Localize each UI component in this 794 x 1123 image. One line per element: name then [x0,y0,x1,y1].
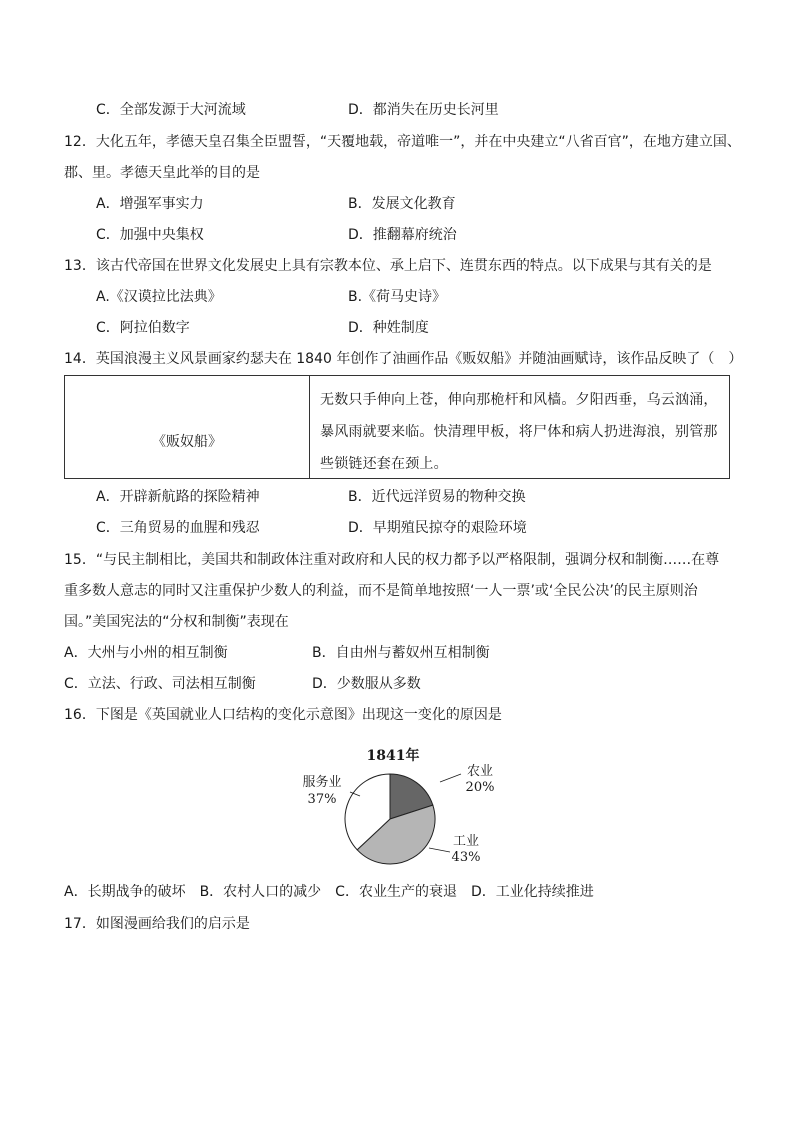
chart-title: 1841年 [366,748,420,764]
q17-stem: 17．如图漫画给我们的启示是 [64,916,250,932]
q13-stem: 13．该古代帝国在世界文化发展史上具有宗教本位、承上启下、连贯东西的特点。以下成果与其有关的是 [64,258,712,274]
q12-option-d: D．推翻幕府统治 [348,227,457,243]
q14-option-a: A．开辟新航路的探险精神 [96,489,260,505]
slice-label-agriculture: 农业 [466,764,494,779]
q15-option-b: B．自由州与蓄奴州互相制衡 [312,645,490,661]
q12-stem-line1: 12．大化五年，孝德天皇召集全臣盟誓，“天覆地载，帝道唯一”，并在中央建立“八省百官”，在地方建立国、 [64,134,741,150]
q14-stem: 14．英国浪漫主义风景画家约瑟夫在 1840 年创作了油画作品《贩奴船》并随油画赋诗，该作品反映了（ ） [64,351,743,367]
q14-table-title: 《贩奴船》 [65,376,310,478]
q13-option-c: C．阿拉伯数字 [96,320,190,336]
slice-value-industry: 43% [451,850,481,865]
q16-stem: 16．下图是《英国就业人口结构的变化示意图》出现这一变化的原因是 [64,707,502,723]
q11-option-d: D．都消失在历史长河里 [348,102,499,118]
q12-option-a: A．增强军事实力 [96,196,204,212]
q16-options: A．长期战争的破坏 B．农村人口的减少 C．农业生产的衰退 D．工业化持续推进 [64,884,594,900]
q15-option-c: C．立法、行政、司法相互制衡 [64,676,256,692]
q13-option-b: B.《荷马史诗》 [348,289,447,305]
q13-option-a: A.《汉谟拉比法典》 [96,289,222,305]
q15-stem-line1: 15．“与民主制相比，美国共和制政体注重对政府和人民的权力都予以严格限制，强调分权和制衡……在尊 [64,552,720,568]
q14-option-d: D．早期殖民掠夺的艰险环境 [348,520,527,536]
q14-table-poem: 无数只手伸向上苍，伸向那桅杆和风樯。夕阳西垂，乌云汹涌，暴风雨就要来临。快清理甲板，将尸体和病人扔进海浪，别管那些锁链还套在颈上。 [320,392,718,472]
pie-slices [345,774,435,864]
q13-option-d: D．种姓制度 [348,320,429,336]
q14-material-table [64,375,730,479]
q14-option-b: B．近代远洋贸易的物种交换 [348,489,526,505]
slice-value-agriculture: 20% [465,780,495,795]
slice-value-service: 37% [307,792,337,807]
q15-stem-line2: 重多数人意志的同时又注重保护少数人的利益，而不是简单地按照‘一人一票’或‘全民公决’的民主原则治 [64,583,698,599]
q12-stem-line2: 郡、里。孝德天皇此举的目的是 [64,165,260,181]
slice-label-service: 服务业 [302,775,342,790]
q12-option-b: B．发展文化教育 [348,196,456,212]
q15-option-d: D．少数服从多数 [312,676,421,692]
q14-option-c: C．三角贸易的血腥和残忍 [96,520,260,536]
q12-option-c: C．加强中央集权 [96,227,204,243]
employment-pie-chart [290,740,495,870]
q15-stem-line3: 国。”美国宪法的“分权和制衡”表现在 [64,614,289,630]
q11-option-c: C．全部发源于大河流域 [96,102,246,118]
slice-label-industry: 工业 [452,834,480,849]
q15-option-a: A．大州与小州的相互制衡 [64,645,228,661]
leader-line-agriculture [440,774,461,782]
leader-line-industry [429,848,450,852]
